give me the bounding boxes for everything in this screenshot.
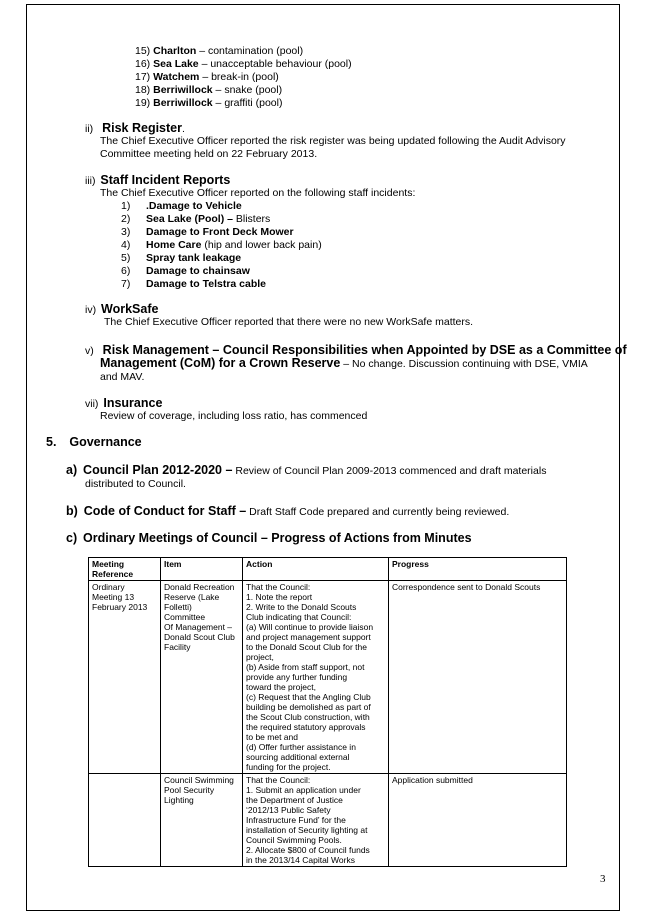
section-heading: ii) Risk Register. (85, 121, 185, 135)
table-cell: Council Swimming Pool Security Lighting (161, 774, 243, 867)
governance-item-b: b) Code of Conduct for Staff – Draft Staff Code prepared and currently being reviewed. (66, 504, 510, 518)
list-item: 1) .Damage to Vehicle (121, 200, 242, 212)
list-item: 16) Sea Lake – unacceptable behaviour (pool) (135, 58, 352, 70)
paragraph-line: The Chief Executive Officer reported that there were no new WorkSafe matters. (104, 316, 474, 328)
section-heading: 5. Governance (46, 435, 142, 449)
minutes-actions-table (88, 557, 567, 867)
paragraph-line: distributed to Council. (85, 478, 186, 490)
column-header: Progress (389, 558, 567, 581)
column-header: Action (243, 558, 389, 581)
list-item: 5) Spray tank leakage (121, 252, 242, 264)
paragraph-line: The Chief Executive Officer reported the risk register was being updated following the Audit Advisory (100, 135, 566, 147)
table-cell: That the Council: 1. Submit an application under the Department of Justice ‘2012/13 Public Safety Infrastructure Fund’ for the installation of Security lighting at Council Swimming Pools. 2. Allocate $800 of Council funds in the 2013/14 Capital Works (243, 774, 389, 867)
paragraph-line: Committee meeting held on 22 February 2013. (100, 148, 318, 160)
table-cell: Application submitted (389, 774, 567, 867)
column-header: Item (161, 558, 243, 581)
section-heading: v) Risk Management – Council Responsibilities when Appointed by DSE as a Committee of (85, 343, 627, 357)
table-cell (89, 774, 161, 867)
list-item: 2) Sea Lake (Pool) – Blisters (121, 213, 271, 225)
section-heading-cont: Management (CoM) for a Crown Reserve – No change. Discussion continuing with DSE, VMIA (100, 356, 588, 370)
list-item: 19) Berriwillock – graffiti (pool) (135, 97, 283, 109)
section-heading: vii) Insurance (85, 396, 163, 410)
table-cell: Donald Recreation Reserve (Lake Folletti) Committee Of Management – Donald Scout Club Facility (161, 581, 243, 774)
page-number: 3 (600, 873, 606, 885)
table-header-row (89, 558, 567, 581)
list-item: 7) Damage to Telstra cable (121, 278, 267, 290)
paragraph-line: Review of coverage, including loss ratio, has commenced (100, 410, 368, 422)
list-item: 3) Damage to Front Deck Mower (121, 226, 294, 238)
section-heading: iv) WorkSafe (85, 302, 159, 316)
list-item: 17) Watchem – break-in (pool) (135, 71, 279, 83)
column-header: Meeting Reference (89, 558, 161, 581)
list-item: 15) Charlton – contamination (pool) (135, 45, 304, 57)
table-row (89, 581, 567, 774)
table-row (89, 774, 567, 867)
paragraph-line: The Chief Executive Officer reported on the following staff incidents: (100, 187, 416, 199)
list-item: 18) Berriwillock – snake (pool) (135, 84, 283, 96)
table-cell: That the Council: 1. Note the report 2. Write to the Donald Scouts Club indicating that Council: (a) Will continue to provide liaison and project management support to the Donald Scout Club for the project, (b) Aside from staff support, not provide any further funding toward the project, (c) Request that the Angling Club building be demolished as part of the Scout Club construction, with the required statutory approvals to be met and (d) Offer further assistance in sourcing additional external funding for the project. (243, 581, 389, 774)
paragraph-line: and MAV. (100, 371, 145, 383)
table-cell: Correspondence sent to Donald Scouts (389, 581, 567, 774)
governance-item-a: a) Council Plan 2012-2020 – Review of Council Plan 2009-2013 commenced and draft materials (66, 463, 547, 477)
governance-item-c: c) Ordinary Meetings of Council – Progress of Actions from Minutes (66, 531, 472, 545)
table-cell: Ordinary Meeting 13 February 2013 (89, 581, 161, 774)
list-item: 6) Damage to chainsaw (121, 265, 250, 277)
list-item: 4) Home Care (hip and lower back pain) (121, 239, 322, 251)
section-heading: iii) Staff Incident Reports (85, 173, 231, 187)
